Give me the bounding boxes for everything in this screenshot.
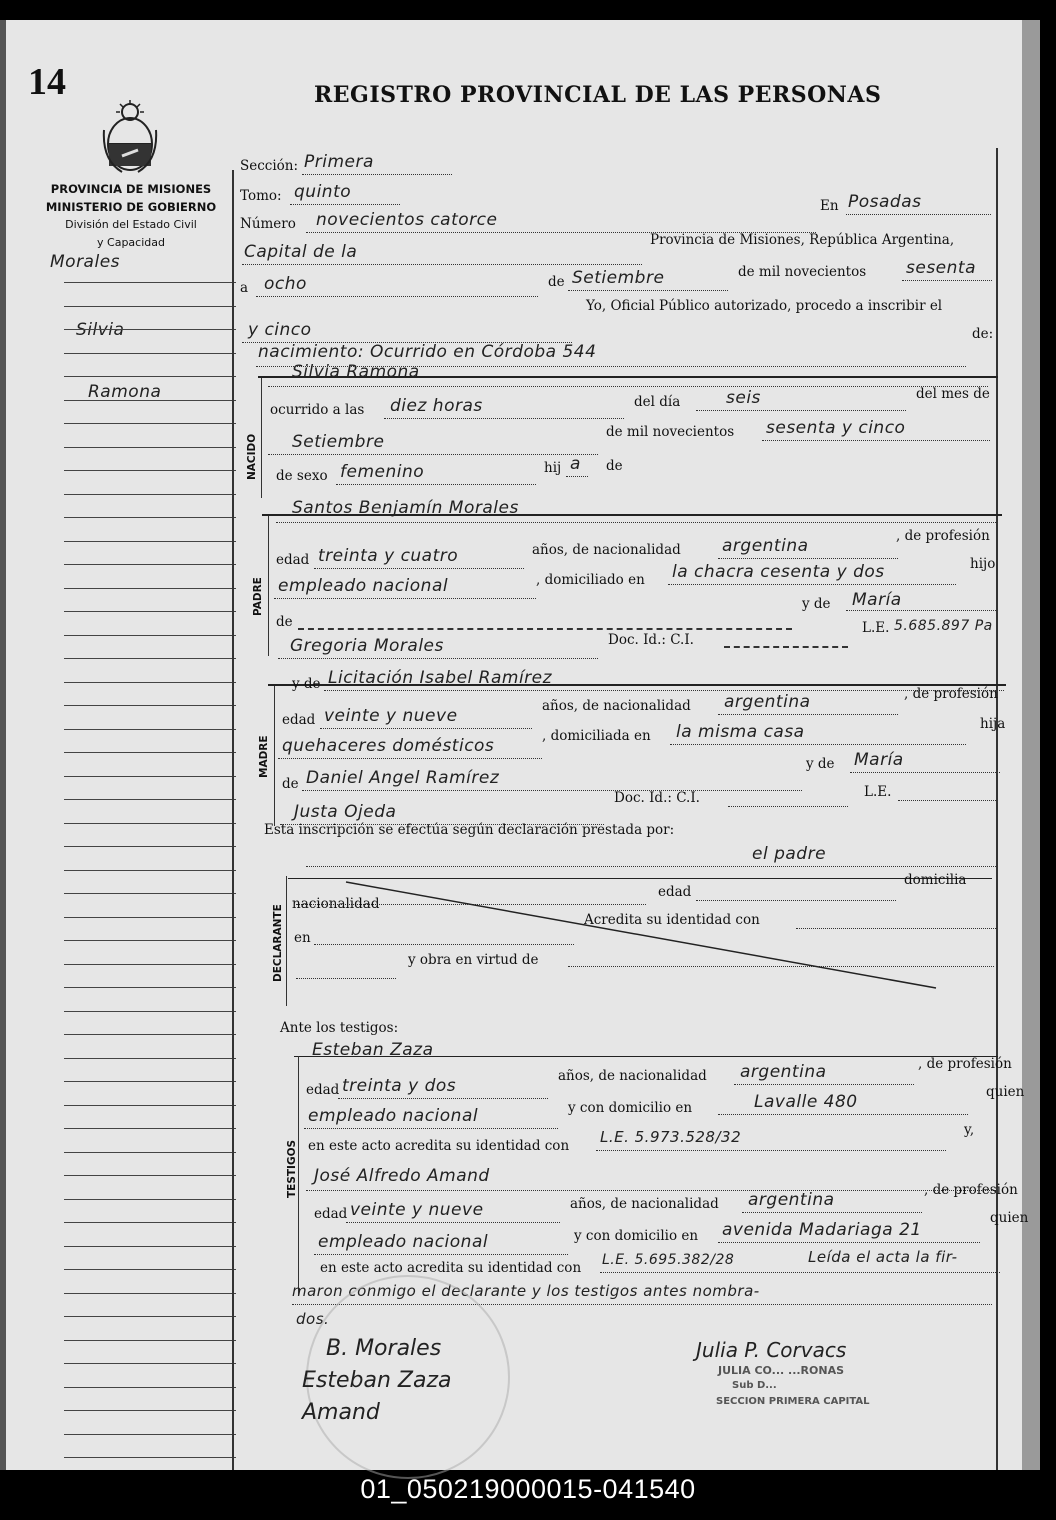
declarante-obra-label: y obra en virtud de [408,952,539,968]
a-label: a [240,280,249,296]
t1-acredita-label: en este acto acredita su identidad con [308,1138,570,1154]
signature-declarante: B. Morales [326,1336,442,1361]
t1-edad: treinta y dos [342,1076,457,1096]
oficial-label: Yo, Oficial Público autorizado, procedo a inscribir el [586,298,943,314]
acto-value: nacimiento: Ocurrido en Córdoba 544 [258,342,597,362]
ocurrido-label: ocurrido a las [270,402,365,418]
ciudad-value: Capital de la [244,242,358,262]
t2-nacionalidad: argentina [748,1190,835,1210]
testigos-section-label: TESTIGOS [286,1139,298,1198]
padre-profesion: empleado nacional [278,576,449,596]
anio-value-1: sesenta [906,258,976,278]
padre-le-label: L.E. [862,620,890,636]
madre-padre-de: Daniel Angel Ramírez [306,768,500,788]
signature-testigo-1: Esteban Zaza [302,1368,452,1393]
hij-label: hij [544,460,562,476]
t1-profesion: empleado nacional [308,1106,479,1126]
declaracion-por: el padre [752,844,827,864]
padre-nacionalidad: argentina [722,536,809,556]
provincia-label: Provincia de Misiones, República Argentina, [650,232,955,248]
padre-edad: treinta y cuatro [318,546,459,566]
declarante-en-label: en [294,930,311,946]
t1-y-label: y, [964,1122,975,1138]
stamp-text-2: Sub D... [732,1380,777,1391]
mil-label: de mil novecientos [738,264,867,280]
padre-de-label: de [276,614,293,630]
padre-madre-de-2: Gregoria Morales [290,636,444,656]
numero-label: Número [240,216,296,232]
padre-madre-de: María [852,590,902,610]
madre-le-label: L.E. [864,784,892,800]
seccion-label: Sección: [240,158,299,174]
signature-testigo-2: Amand [302,1400,380,1425]
madre-nacionalidad: argentina [724,692,811,712]
padre-section-label: PADRE [252,577,264,616]
declarante-edad-label: edad [658,884,692,900]
dia-nac-value: seis [726,388,761,408]
issuer-line-4: y Capacidad [97,236,165,249]
madre-hija-label: hija [980,716,1006,732]
padre-hijo-label: hijo [970,556,996,572]
hij-suffix: a [570,454,581,474]
t2-doc: L.E. 5.695.382/28 [602,1252,735,1268]
t1-nombre: Esteban Zaza [312,1040,434,1060]
anio-value-2: y cinco [248,320,312,340]
madre-edad-label: edad [282,712,316,728]
madre-dom-label: , domiciliada en [542,728,651,744]
issuer-line-2: MINISTERIO DE GOBIERNO [45,200,217,214]
t1-prof-label: , de profesión [918,1056,1012,1072]
madre-nombre: Licitación Isabel Ramírez [328,668,553,688]
t2-acredita-label: en este acto acredita su identidad con [320,1260,582,1276]
issuer-line-3: División del Estado Civil [65,218,197,231]
t2-quien-label: quien [990,1210,1029,1226]
declarante-acredita-label: Acredita su identidad con [584,912,760,928]
declarante-domicilio-label: domicilia [904,872,967,888]
tomo-value: quinto [294,182,352,202]
t2-dom-label: y con domicilio en [574,1228,699,1244]
issuer-line-1: PROVINCIA DE MISIONES [50,182,212,196]
t2-cierre: Leída el acta la fir- [808,1248,958,1266]
de-label: de [548,274,565,290]
sidebar-name-2: Ramona [88,382,162,402]
testigos-ante-label: Ante los testigos: [280,1020,399,1036]
en-value: Posadas [848,192,922,212]
t2-domicilio: avenida Madariaga 21 [722,1220,922,1240]
madre-doc-label: Doc. Id.: C.I. [614,790,700,806]
padre-prof-label: , de profesión [896,528,990,544]
sidebar-surname: Morales [50,252,121,272]
padre-nombre: Santos Benjamín Morales [292,498,519,518]
del-dia-label: del día [634,394,681,410]
tomo-label: Tomo: [240,188,282,204]
madre-domicilio: la misma casa [676,722,805,742]
padre-domicilio: la chacra cesenta y dos [672,562,885,582]
t2-prof-label: , de profesión [924,1182,1018,1198]
sexo-label: de sexo [276,468,328,484]
padre-dom-label: , domiciliado en [536,572,645,588]
page-number: 14 [28,61,66,103]
madre-de-label: de [282,776,299,792]
stamp-text-3: SECCION PRIMERA CAPITAL [716,1396,870,1407]
t1-domicilio: Lavalle 480 [754,1092,858,1112]
padre-y-de-label: y de [802,596,831,612]
madre-y-de-label: y de [292,676,321,692]
padre-doc-label: Doc. Id.: C.I. [608,632,694,648]
sidebar-name-1: Silvia [76,320,125,340]
padre-nac-label: años, de nacionalidad [532,542,681,558]
madre-y-de2-label: y de [806,756,835,772]
t2-cierre-3: dos. [296,1310,330,1328]
t1-quien-label: quien [986,1084,1025,1100]
declaracion-label: Esta inscripción se efectúa según declaración prestada por: [264,822,675,838]
t2-profesion: empleado nacional [318,1232,489,1252]
t2-cierre-2: maron conmigo el declarante y los testigos antes nombra- [292,1282,760,1300]
dia-value: ocho [264,274,307,294]
hora-value: diez horas [390,396,483,416]
madre-nac-label: años, de nacionalidad [542,698,691,714]
madre-madre-de: María [854,750,904,770]
madre-section-label: MADRE [258,735,270,778]
del-mes-label: del mes de [916,386,990,402]
t2-nombre: José Alfredo Amand [314,1166,490,1186]
page-title: REGISTRO PROVINCIAL DE LAS PERSONAS [314,82,882,108]
nacido-nombre: Silvia Ramona [292,362,420,382]
signature-oficial: Julia P. Corvacs [696,1338,847,1362]
hij-de-label: de [606,458,623,474]
stamp-text-1: JULIA CO... ...RONAS [718,1364,845,1377]
t2-nac-label: años, de nacionalidad [570,1196,719,1212]
en-label: En [820,198,839,214]
declarante-section-label: DECLARANTE [272,904,284,982]
document-id-footer: 01_050219000015-041540 [360,1474,696,1504]
sexo-value: femenino [340,462,425,482]
mil-nac-label: de mil novecientos [606,424,735,440]
t1-edad-label: edad [306,1082,340,1098]
padre-edad-label: edad [276,552,310,568]
declarante-nac-label: nacionalidad [292,896,380,912]
mes-nac-value: Setiembre [292,432,385,452]
madre-prof-label: , de profesión [904,686,998,702]
t2-edad: veinte y nueve [350,1200,484,1220]
madre-edad: veinte y nueve [324,706,458,726]
t1-nacionalidad: argentina [740,1062,827,1082]
mes-value: Setiembre [572,268,665,288]
padre-le: 5.685.897 Pa [894,618,993,634]
seccion-value: Primera [304,152,374,172]
numero-value: novecientos catorce [316,210,498,230]
nacido-section-label: NACIDO [246,433,258,480]
t1-dom-label: y con domicilio en [568,1100,693,1116]
register-page [0,20,1040,1470]
t2-edad-label: edad [314,1206,348,1222]
madre-madre-de-2: Justa Ojeda [294,802,397,822]
t1-nac-label: años, de nacionalidad [558,1068,707,1084]
t1-doc: L.E. 5.973.528/32 [600,1128,742,1146]
madre-profesion: quehaceres domésticos [282,736,495,756]
anio-nac-value: sesenta y cinco [766,418,906,438]
de2-label: de: [972,326,994,342]
